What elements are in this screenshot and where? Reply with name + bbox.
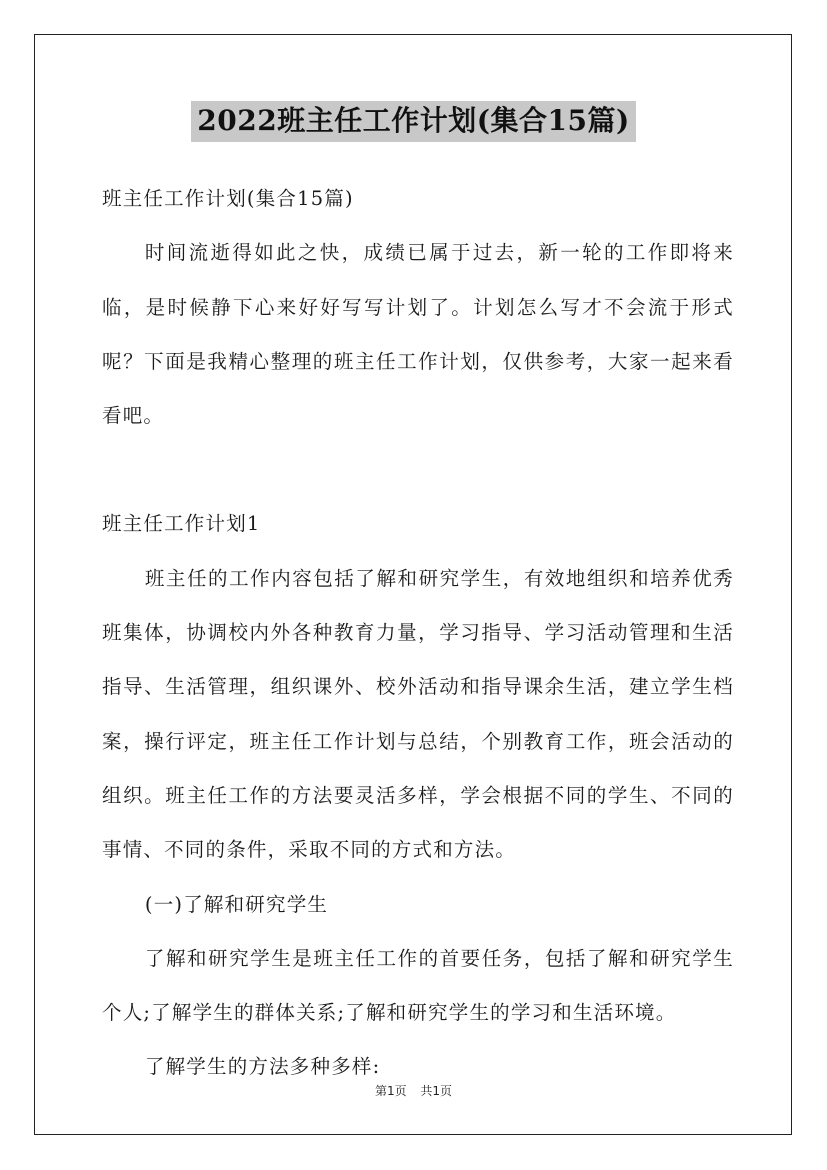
page-total: 共1页 [420, 1084, 453, 1098]
subtitle-paragraph: 班主任工作计划(集合15篇) [102, 187, 354, 210]
subsection-heading: (一)了解和研究学生 [144, 892, 329, 916]
document-title: 2022班主任工作计划(集合15篇) [191, 101, 635, 142]
intro-paragraph: 时间流逝得如此之快，成绩已属于过去，新一轮的工作即将来临，是时候静下心来好好写写计划了。计划怎么写才不会流于形式呢？下面是我精心整理的班主任工作计划，仅供参考，大家一起来看看吧。 [102, 241, 734, 428]
blank-line [102, 443, 734, 497]
page-number: 第1页 [374, 1084, 407, 1098]
page-footer [0, 1082, 827, 1099]
section-heading: 班主任工作计划1 [102, 512, 261, 536]
document-body [102, 172, 734, 1095]
body-paragraph: 班主任的工作内容包括了解和研究学生，有效地组织和培养优秀班集体，协调校内外各种教育力量，学习指导、学习活动管理和生活指导、生活管理，组织课外、校外活动和指导课余生活，建立学生档案，操行评定，班主任工作计划与总结，个别教育工作，班会活动的组织。班主任工作的方法要灵活多样，学会根据不同的学生、不同的事情、不同的条件，采取不同的方式和方法。 [102, 566, 734, 862]
body-paragraph: 了解学生的方法多种多样: [144, 1055, 381, 1079]
body-paragraph: 了解和研究学生是班主任工作的首要任务，包括了解和研究学生个人;了解学生的群体关系;了解和研究学生的学习和生活环境。 [102, 946, 734, 1025]
title-container [0, 101, 827, 142]
